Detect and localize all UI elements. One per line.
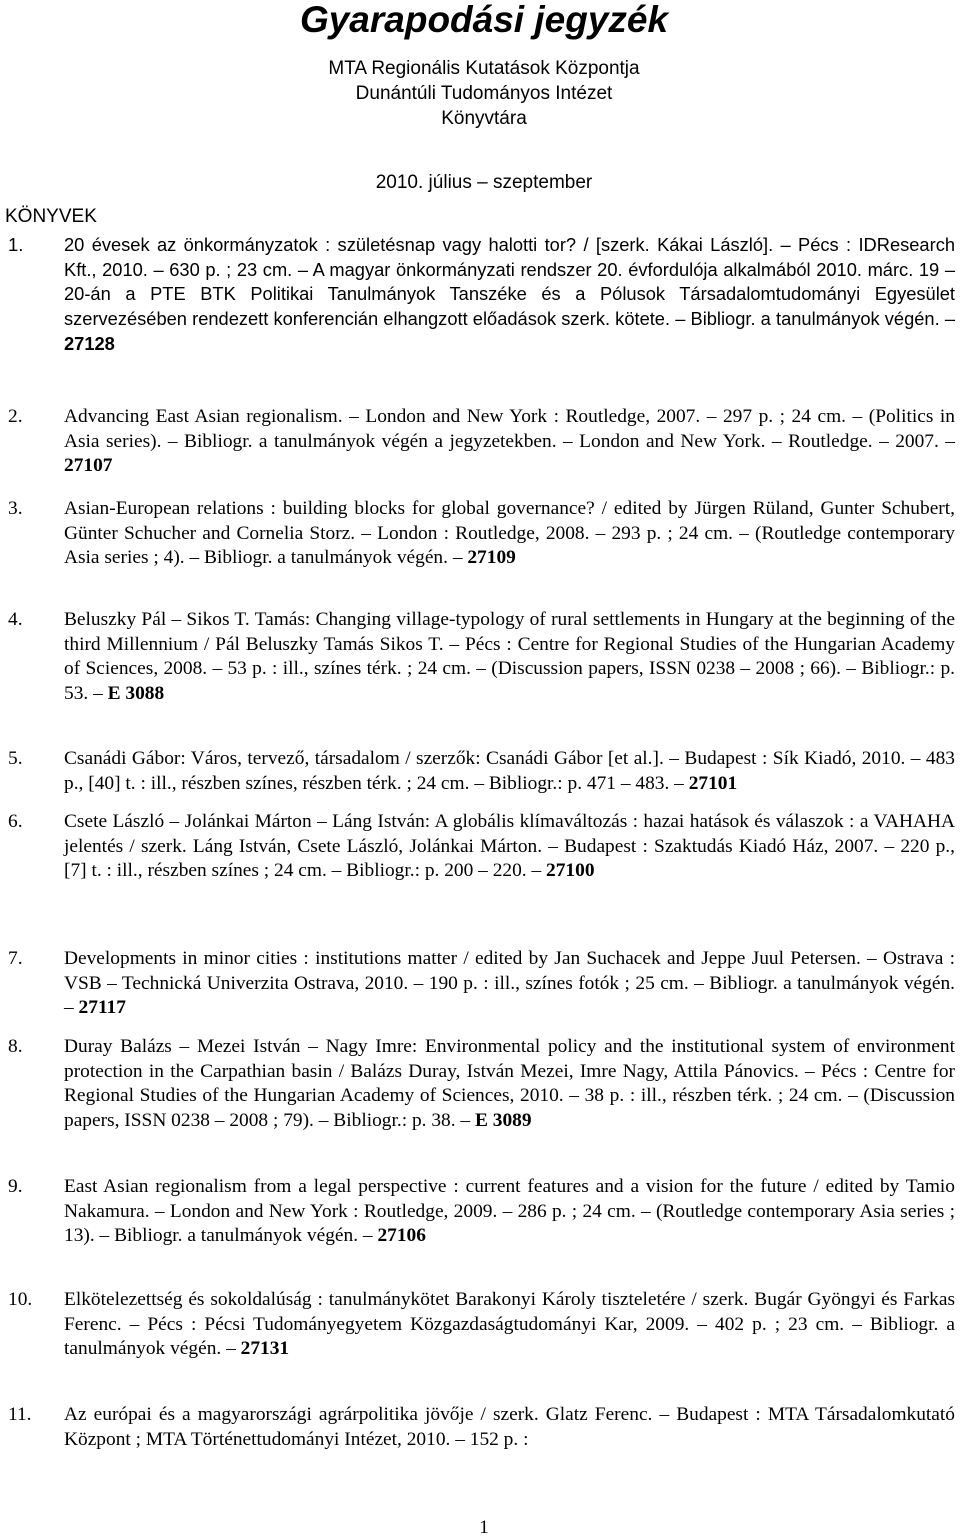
entry-body [64, 405, 955, 479]
entry-body [64, 608, 955, 707]
entry-number: 6. [8, 811, 23, 832]
entry-body [64, 947, 955, 1021]
entry-number: 5. [8, 748, 23, 769]
entry-id: E 3089 [474, 1110, 532, 1132]
section-title: KÖNYVEK [5, 206, 97, 227]
entry-body [64, 1175, 955, 1249]
entry-number: 3. [8, 498, 23, 519]
institution-line-3: Könyvtára [441, 108, 527, 129]
entry-text: Elkötelezettség és sokoldalúság : tanulmánykötet Barakonyi Károly tiszteletére / szerk. Bugár Gyöngyi és Farkas Ferenc. – Pécs : Pécsi Tudományegyetem Közgazdaságtudományi Kar, 2009. – 402 p. ; 23 cm. – Bibliogr. a tanulmányok végén. – [64, 1289, 955, 1360]
entry-number: 9. [8, 1176, 23, 1197]
entry-number: 11. [8, 1404, 32, 1425]
entry-id: 27106 [377, 1225, 426, 1247]
entry-text: Az európai és a magyarországi agrárpolitika jövője / szerk. Glatz Ferenc. – Budapest : MTA Társadalomkutató Központ ; MTA Történettudományi Intézet, 2010. – 152 p. : [64, 1404, 955, 1450]
entry-text: 20 évesek az önkormányzatok : születésnap vagy halotti tor? / [szerk. Kákai László]. – Pécs : IDResearch Kft., 2010. – 630 p. ; 23 cm. – A magyar önkormányzati rendszer 20. évfordulója alkalmából 2010. márc. 19 – 20-án a PTE BTK Politikai Tanulmányok Tanszéke és a Pólusok Társadalomtudományi Egyesület szervezésében rendezett konferencián elhangzott előadások szerk. kötete. – Bibliogr. a tanulmányok végén. – [64, 234, 955, 330]
entry-text: Developments in minor cities : institutions matter / edited by Jan Suchacek and Jeppe Juul Petersen. – Ostrava : VSB – Technická Univerzita Ostrava, 2010. – 190 p. : ill., színes fotók ; 25 cm. – Bibliogr. a tanulmányok végén. – [64, 948, 955, 1019]
entry-text: East Asian regionalism from a legal perspective : current features and a vision for the future / edited by Tamio Nakamura. – London and New York : Routledge, 2009. – 286 p. ; 24 cm. – (Routledge contemporary Asia series ; 13). – Bibliogr. a tanulmányok végén. – [64, 1176, 955, 1247]
entry-id: 27101 [688, 772, 738, 794]
entry-text: Advancing East Asian regionalism. – London and New York : Routledge, 2007. – 297 p. ; 24 cm. – (Politics in Asia series). – Bibliogr. a tanulmányok végén a jegyzetekben. – London and New York. – Routledge. – 2007. – [64, 406, 955, 452]
entry-number: 10. [8, 1289, 33, 1310]
entry-text: Duray Balázs – Mezei István – Nagy Imre: Environmental policy and the institutional system of environment protection in the Carpathian basin / Balázs Duray, István Mezei, Imre Nagy, Attila Pánovics. – Pécs : Centre for Regional Studies of the Hungarian Academy of Sciences, 2010. – 38 p. : ill., részben térk. ; 24 cm. – (Discussion papers, ISSN 0238 – 2008 ; 79). – Bibliogr.: p. 38. – [64, 1036, 955, 1132]
entry-body [64, 810, 955, 884]
entry-id: 27131 [240, 1338, 290, 1360]
entry-id: 27107 [64, 455, 113, 477]
page-title: Gyarapodási jegyzék [299, 0, 669, 40]
institution-line-1: MTA Regionális Kutatások Központja [328, 58, 640, 79]
entry-number: 2. [8, 406, 23, 427]
entry-body [64, 747, 955, 796]
entry-text: Asian-European relations : building blocks for global governance? / edited by Jürgen Rüland, Gunter Schubert, Günter Schucher and Cornelia Storz. – London : Routledge, 2008. – 293 p. ; 24 cm. – (Routledge contemporary Asia series ; 4). – Bibliogr. a tanulmányok végén. – [64, 498, 955, 569]
entry-body [64, 233, 955, 357]
entry-id: 27109 [467, 547, 516, 569]
entry-body [64, 1035, 955, 1134]
entry-id: 27117 [78, 997, 126, 1019]
entry-number: 8. [8, 1036, 23, 1057]
entry-id: 27128 [64, 332, 115, 354]
entry-body [64, 1403, 955, 1452]
entry-body [64, 497, 955, 571]
period: 2010. július – szeptember [375, 172, 593, 193]
entry-number: 1. [8, 234, 24, 255]
entry-number: 7. [8, 948, 23, 969]
entry-text: Csanádi Gábor: Város, tervező, társadalom / szerzők: Csanádi Gábor [et al.]. – Budapest : Sík Kiadó, 2010. – 483 p., [40] t. : ill., részben színes, részben térk. ; 24 cm. – Bibliogr.: p. 471 – 483. – [64, 748, 955, 794]
entry-text: Beluszky Pál – Sikos T. Tamás: Changing village-typology of rural settlements in Hungary at the beginning of the third Millennium / Pál Beluszky Tamás Sikos T. – Pécs : Centre for Regional Studies of the Hungarian Academy of Sciences, 2008. – 53 p. : ill., színes térk. ; 24 cm. – (Discussion papers, ISSN 0238 – 2008 ; 66). – Bibliogr.: p. 53. – [64, 609, 955, 705]
entry-body [64, 1288, 955, 1362]
entry-id: E 3088 [107, 683, 165, 705]
entry-id: 27100 [546, 860, 595, 882]
institution-line-2: Dunántúli Tudományos Intézet [355, 83, 613, 104]
entry-text: Csete László – Jolánkai Márton – Láng István: A globális klímaváltozás : hazai hatások és válaszok : a VAHAHA jelentés / szerk. Láng István, Csete László, Jolánkai Márton. – Budapest : Szaktudás Kiadó Ház, 2007. – 220 p., [7] t. : ill., részben színes ; 24 cm. – Bibliogr.: p. 200 – 220. – [64, 811, 955, 882]
page-number: 1 [479, 1517, 489, 1538]
entry-number: 4. [8, 609, 23, 630]
